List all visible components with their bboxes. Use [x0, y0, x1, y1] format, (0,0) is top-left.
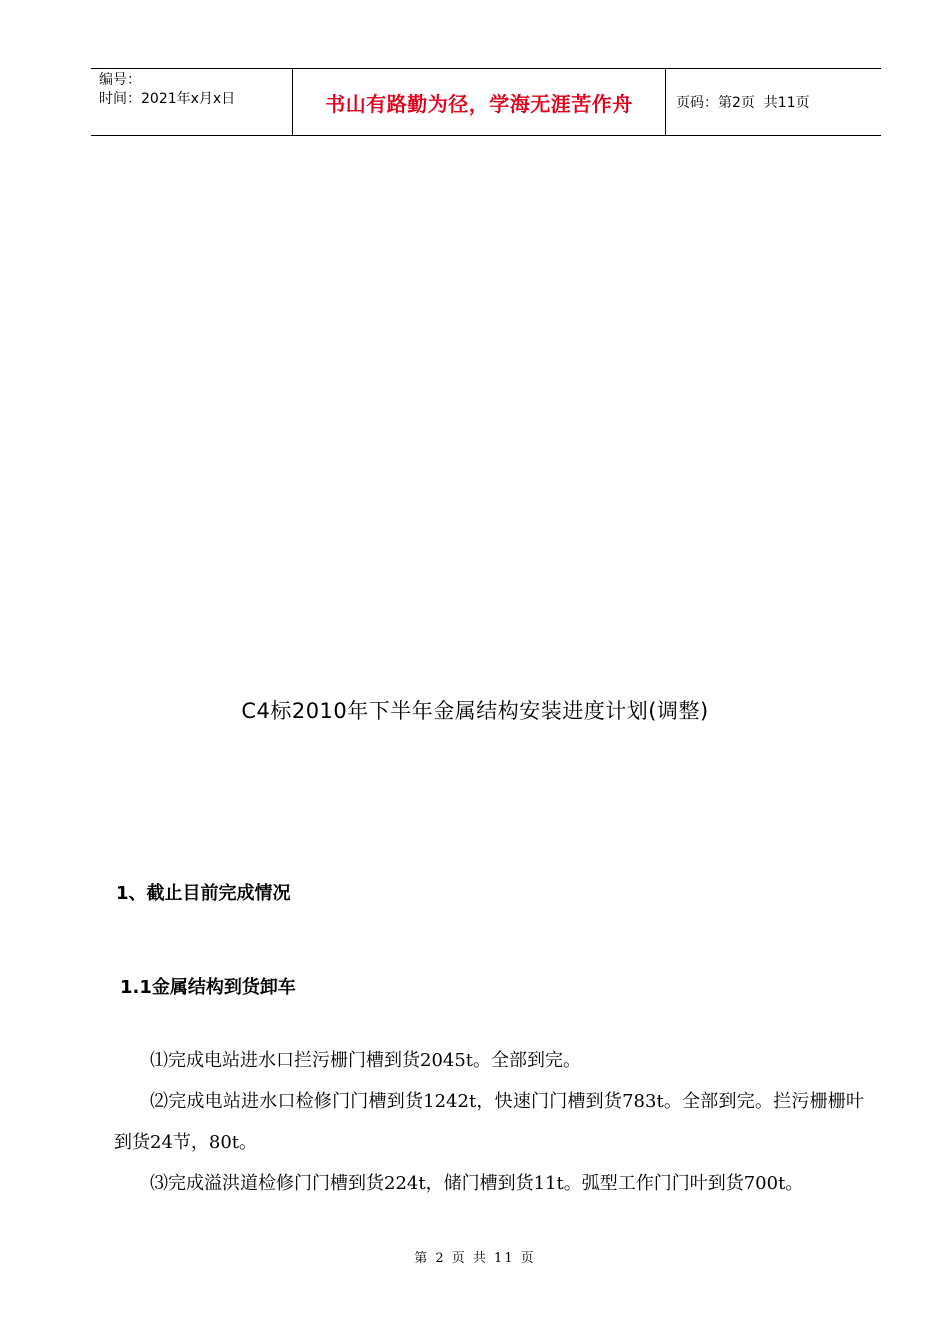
header-page-cell — [666, 69, 881, 135]
page-info: 页码：第2页 共11页 — [676, 95, 810, 111]
number-label: 编号： — [99, 72, 141, 88]
paragraph-1: ⑴完成电站进水口拦污栅门槽到货2045t。全部到完。 — [150, 1050, 582, 1071]
paragraph-3: ⑶完成溢洪道检修门门槽到货224t，储门槽到货11t。弧型工作门门叶到货700t。 — [150, 1173, 804, 1194]
body-text — [114, 1040, 864, 1204]
section-heading-1-1: 1.1金属结构到货卸车 — [120, 977, 296, 998]
time-label: 时间：2021年x月x日 — [99, 91, 236, 107]
paragraph-2: ⑵完成电站进水口检修门门槽到货1242t，快速门门槽到货783t。全部到完。拦污栅栅叶到货24节，80t。 — [114, 1091, 864, 1153]
header-table — [91, 68, 881, 136]
motto-text: 书山有路勤为径，学海无涯苦作舟 — [325, 91, 633, 116]
header-info-cell — [91, 69, 293, 135]
document-title: C4标2010年下半年金属结构安装进度计划(调整) — [241, 699, 709, 723]
section-heading-1: 1、截止目前完成情况 — [116, 883, 291, 904]
page-footer: 第 2 页 共 11 页 — [414, 1251, 536, 1266]
header-motto-cell — [293, 69, 666, 135]
